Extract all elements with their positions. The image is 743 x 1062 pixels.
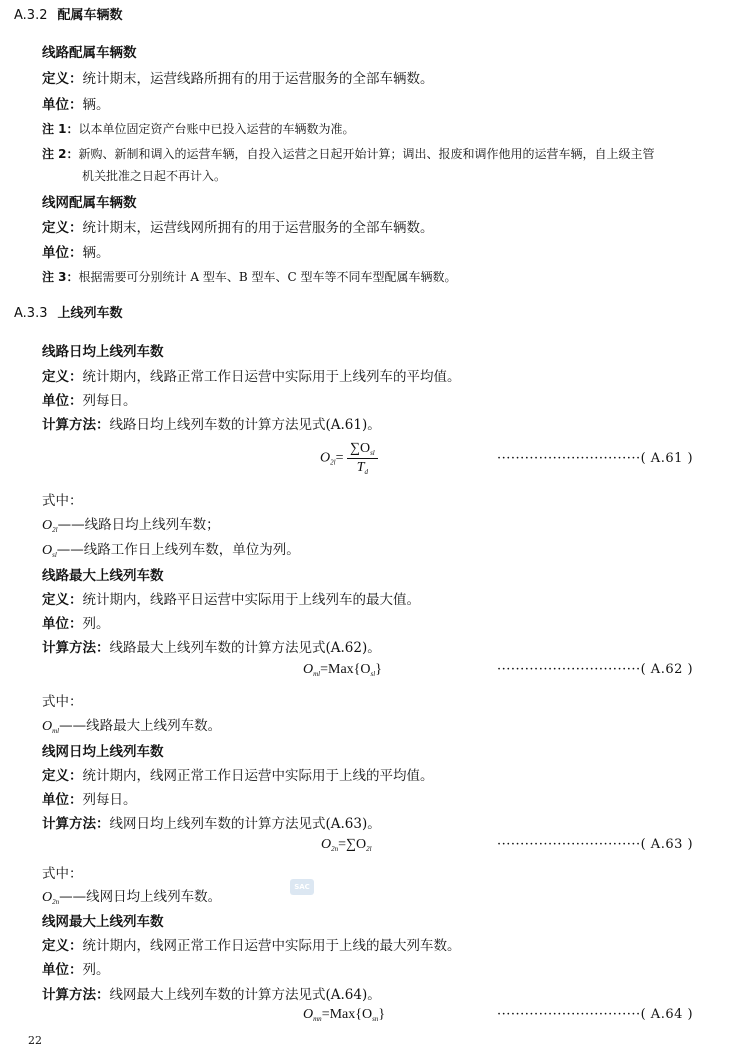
fraction	[347, 441, 378, 476]
formula-symbol: O	[303, 1007, 314, 1022]
denominator	[347, 459, 378, 476]
variable-symbol: O	[42, 890, 53, 905]
unit-text: 辆。	[82, 245, 110, 261]
definition-label: 定义：	[42, 220, 83, 236]
definition-line	[42, 216, 434, 236]
section-number: A.3.2	[14, 8, 48, 23]
definition-text: 统计期内，线路正常工作日运营中实际用于上线列车的平均值。	[82, 369, 461, 385]
variable-text: ——线网日均上线列车数。	[59, 889, 222, 905]
formula-subscript: 2l	[330, 458, 336, 467]
unit-line	[42, 958, 110, 978]
unit-line	[42, 788, 137, 808]
variable-symbol: O	[42, 543, 53, 558]
numerator-symbol: ∑O	[349, 441, 371, 456]
term-heading-line-cars: 线路配属车辆数	[42, 45, 137, 61]
variable-def	[42, 714, 221, 735]
definition-text: 统计期内，线网正常工作日运营中实际用于上线的最大列车数。	[82, 938, 461, 954]
variable-symbol: O	[42, 518, 53, 533]
definition-line	[42, 588, 420, 608]
numerator	[347, 441, 378, 459]
denominator-subscript: d	[364, 468, 369, 476]
where-label: 式中：	[42, 694, 83, 710]
calc-method-line	[42, 413, 381, 433]
definition-label: 定义：	[42, 938, 83, 954]
variable-def	[42, 513, 220, 534]
unit-line	[42, 389, 137, 409]
where-label: 式中：	[42, 866, 83, 882]
definition-label: 定义：	[42, 369, 83, 385]
section-heading-a32	[14, 4, 123, 23]
equation-number-a64: ·······························( A.64 )	[497, 1007, 694, 1022]
variable-symbol: O	[42, 719, 53, 734]
section-title: 配属车辆数	[57, 8, 123, 23]
calc-label: 计算方法：	[42, 816, 110, 832]
equals-sign: =	[335, 450, 344, 466]
unit-label: 单位：	[42, 792, 83, 808]
note-text: 新购、新制和调入的运营车辆，自投入运营之日起开始计算；调出、报废和调作他用的运营车辆，自上级主管	[78, 147, 655, 161]
equation-number-a61: ·······························( A.61 )	[497, 451, 694, 466]
unit-label: 单位：	[42, 962, 83, 978]
definition-label: 定义：	[42, 71, 83, 87]
definition-text: 统计期末，运营线网所拥有的用于运营服务的全部车辆数。	[82, 220, 434, 236]
variable-text: ——线路最大上线列车数。	[59, 718, 222, 734]
formula-a64	[303, 1007, 385, 1023]
definition-line	[42, 934, 461, 954]
formula-a62	[303, 662, 382, 678]
calc-label: 计算方法：	[42, 987, 110, 1003]
definition-text: 统计期内，线路平日运营中实际用于上线列车的最大值。	[82, 592, 420, 608]
unit-text: 列。	[82, 962, 110, 978]
denominator-symbol: T	[356, 460, 365, 475]
note-label: 注 1：	[42, 122, 79, 136]
definition-text: 统计期内，线网正常工作日运营中实际用于上线的平均值。	[82, 768, 434, 784]
formula-subscript: sn	[372, 1015, 379, 1023]
unit-label: 单位：	[42, 245, 83, 261]
unit-line	[42, 241, 110, 261]
note-text: 以本单位固定资产台账中已投入运营的车辆数为准。	[78, 122, 355, 136]
term-heading-avg-net: 线网日均上线列车数	[42, 744, 164, 760]
variable-subscript: sl	[52, 551, 57, 559]
calc-text: 线网日均上线列车数的计算方法见式(A.63)。	[109, 816, 381, 832]
watermark-logo: SAC	[290, 879, 314, 895]
section-number: A.3.3	[14, 306, 48, 321]
formula-subscript: 2l	[366, 845, 372, 853]
definition-line	[42, 365, 461, 385]
note-1	[42, 120, 355, 137]
term-heading-avg-line: 线路日均上线列车数	[42, 344, 164, 360]
variable-text: ——线路工作日上线列车数，单位为列。	[56, 542, 300, 558]
definition-line	[42, 764, 434, 784]
formula-subscript: sl	[370, 670, 376, 678]
section-heading-a33	[14, 302, 123, 321]
unit-label: 单位：	[42, 393, 83, 409]
where-label: 式中：	[42, 493, 83, 509]
formula-symbol: O	[303, 662, 314, 677]
variable-text: ——线路日均上线列车数；	[57, 517, 220, 533]
unit-text: 辆。	[82, 97, 110, 113]
formula-brace: }	[378, 1007, 386, 1022]
formula-a61	[320, 441, 378, 476]
variable-subscript: 2n	[52, 898, 60, 906]
calc-text: 线路日均上线列车数的计算方法见式(A.61)。	[109, 417, 381, 433]
unit-text: 列每日。	[82, 393, 137, 409]
formula-rhs: =Max{O	[321, 1007, 373, 1022]
unit-label: 单位：	[42, 97, 83, 113]
unit-text: 列。	[82, 616, 110, 632]
variable-subscript: ml	[52, 727, 60, 735]
variable-def	[42, 538, 300, 559]
calc-method-line	[42, 983, 381, 1003]
note-3	[42, 268, 456, 285]
unit-line	[42, 612, 110, 632]
unit-line	[42, 93, 110, 113]
calc-label: 计算方法：	[42, 417, 110, 433]
term-heading-max-net: 线网最大上线列车数	[42, 914, 164, 930]
calc-label: 计算方法：	[42, 640, 110, 656]
formula-symbol: O	[320, 450, 331, 466]
definition-label: 定义：	[42, 592, 83, 608]
term-heading-net-cars: 线网配属车辆数	[42, 195, 137, 211]
variable-subscript: 2l	[52, 526, 58, 534]
note-text: 根据需要可分别统计 A 型车、B 型车、C 型车等不同车型配属车辆数。	[78, 270, 457, 284]
calc-method-line	[42, 812, 381, 832]
note-label: 注 2：	[42, 147, 79, 161]
numerator-subscript: sl	[370, 449, 375, 457]
formula-rhs: =∑O	[338, 837, 367, 852]
note-2-continuation: 机关批准之日起不再计入。	[82, 169, 227, 183]
unit-label: 单位：	[42, 616, 83, 632]
formula-brace: }	[375, 662, 382, 677]
term-heading-max-line: 线路最大上线列车数	[42, 568, 164, 584]
section-title: 上线列车数	[57, 306, 123, 321]
formula-subscript: 2n	[331, 845, 339, 853]
formula-rhs: =Max{O	[320, 662, 371, 677]
definition-text: 统计期末，运营线路所拥有的用于运营服务的全部车辆数。	[82, 71, 434, 87]
note-label: 注 3：	[42, 270, 79, 284]
formula-symbol: O	[321, 837, 332, 852]
equation-number-a63: ·······························( A.63 )	[497, 837, 694, 852]
calc-text: 线路最大上线列车数的计算方法见式(A.62)。	[109, 640, 381, 656]
formula-a63	[321, 837, 372, 853]
definition-line	[42, 67, 434, 87]
formula-subscript: ml	[313, 670, 321, 678]
page-number: 22	[28, 1034, 42, 1047]
calc-method-line	[42, 636, 381, 656]
formula-subscript: mn	[313, 1015, 322, 1023]
note-2	[42, 145, 655, 162]
equation-number-a62: ·······························( A.62 )	[497, 662, 694, 677]
calc-text: 线网最大上线列车数的计算方法见式(A.64)。	[109, 987, 381, 1003]
unit-text: 列每日。	[82, 792, 137, 808]
definition-label: 定义：	[42, 768, 83, 784]
variable-def	[42, 885, 221, 906]
